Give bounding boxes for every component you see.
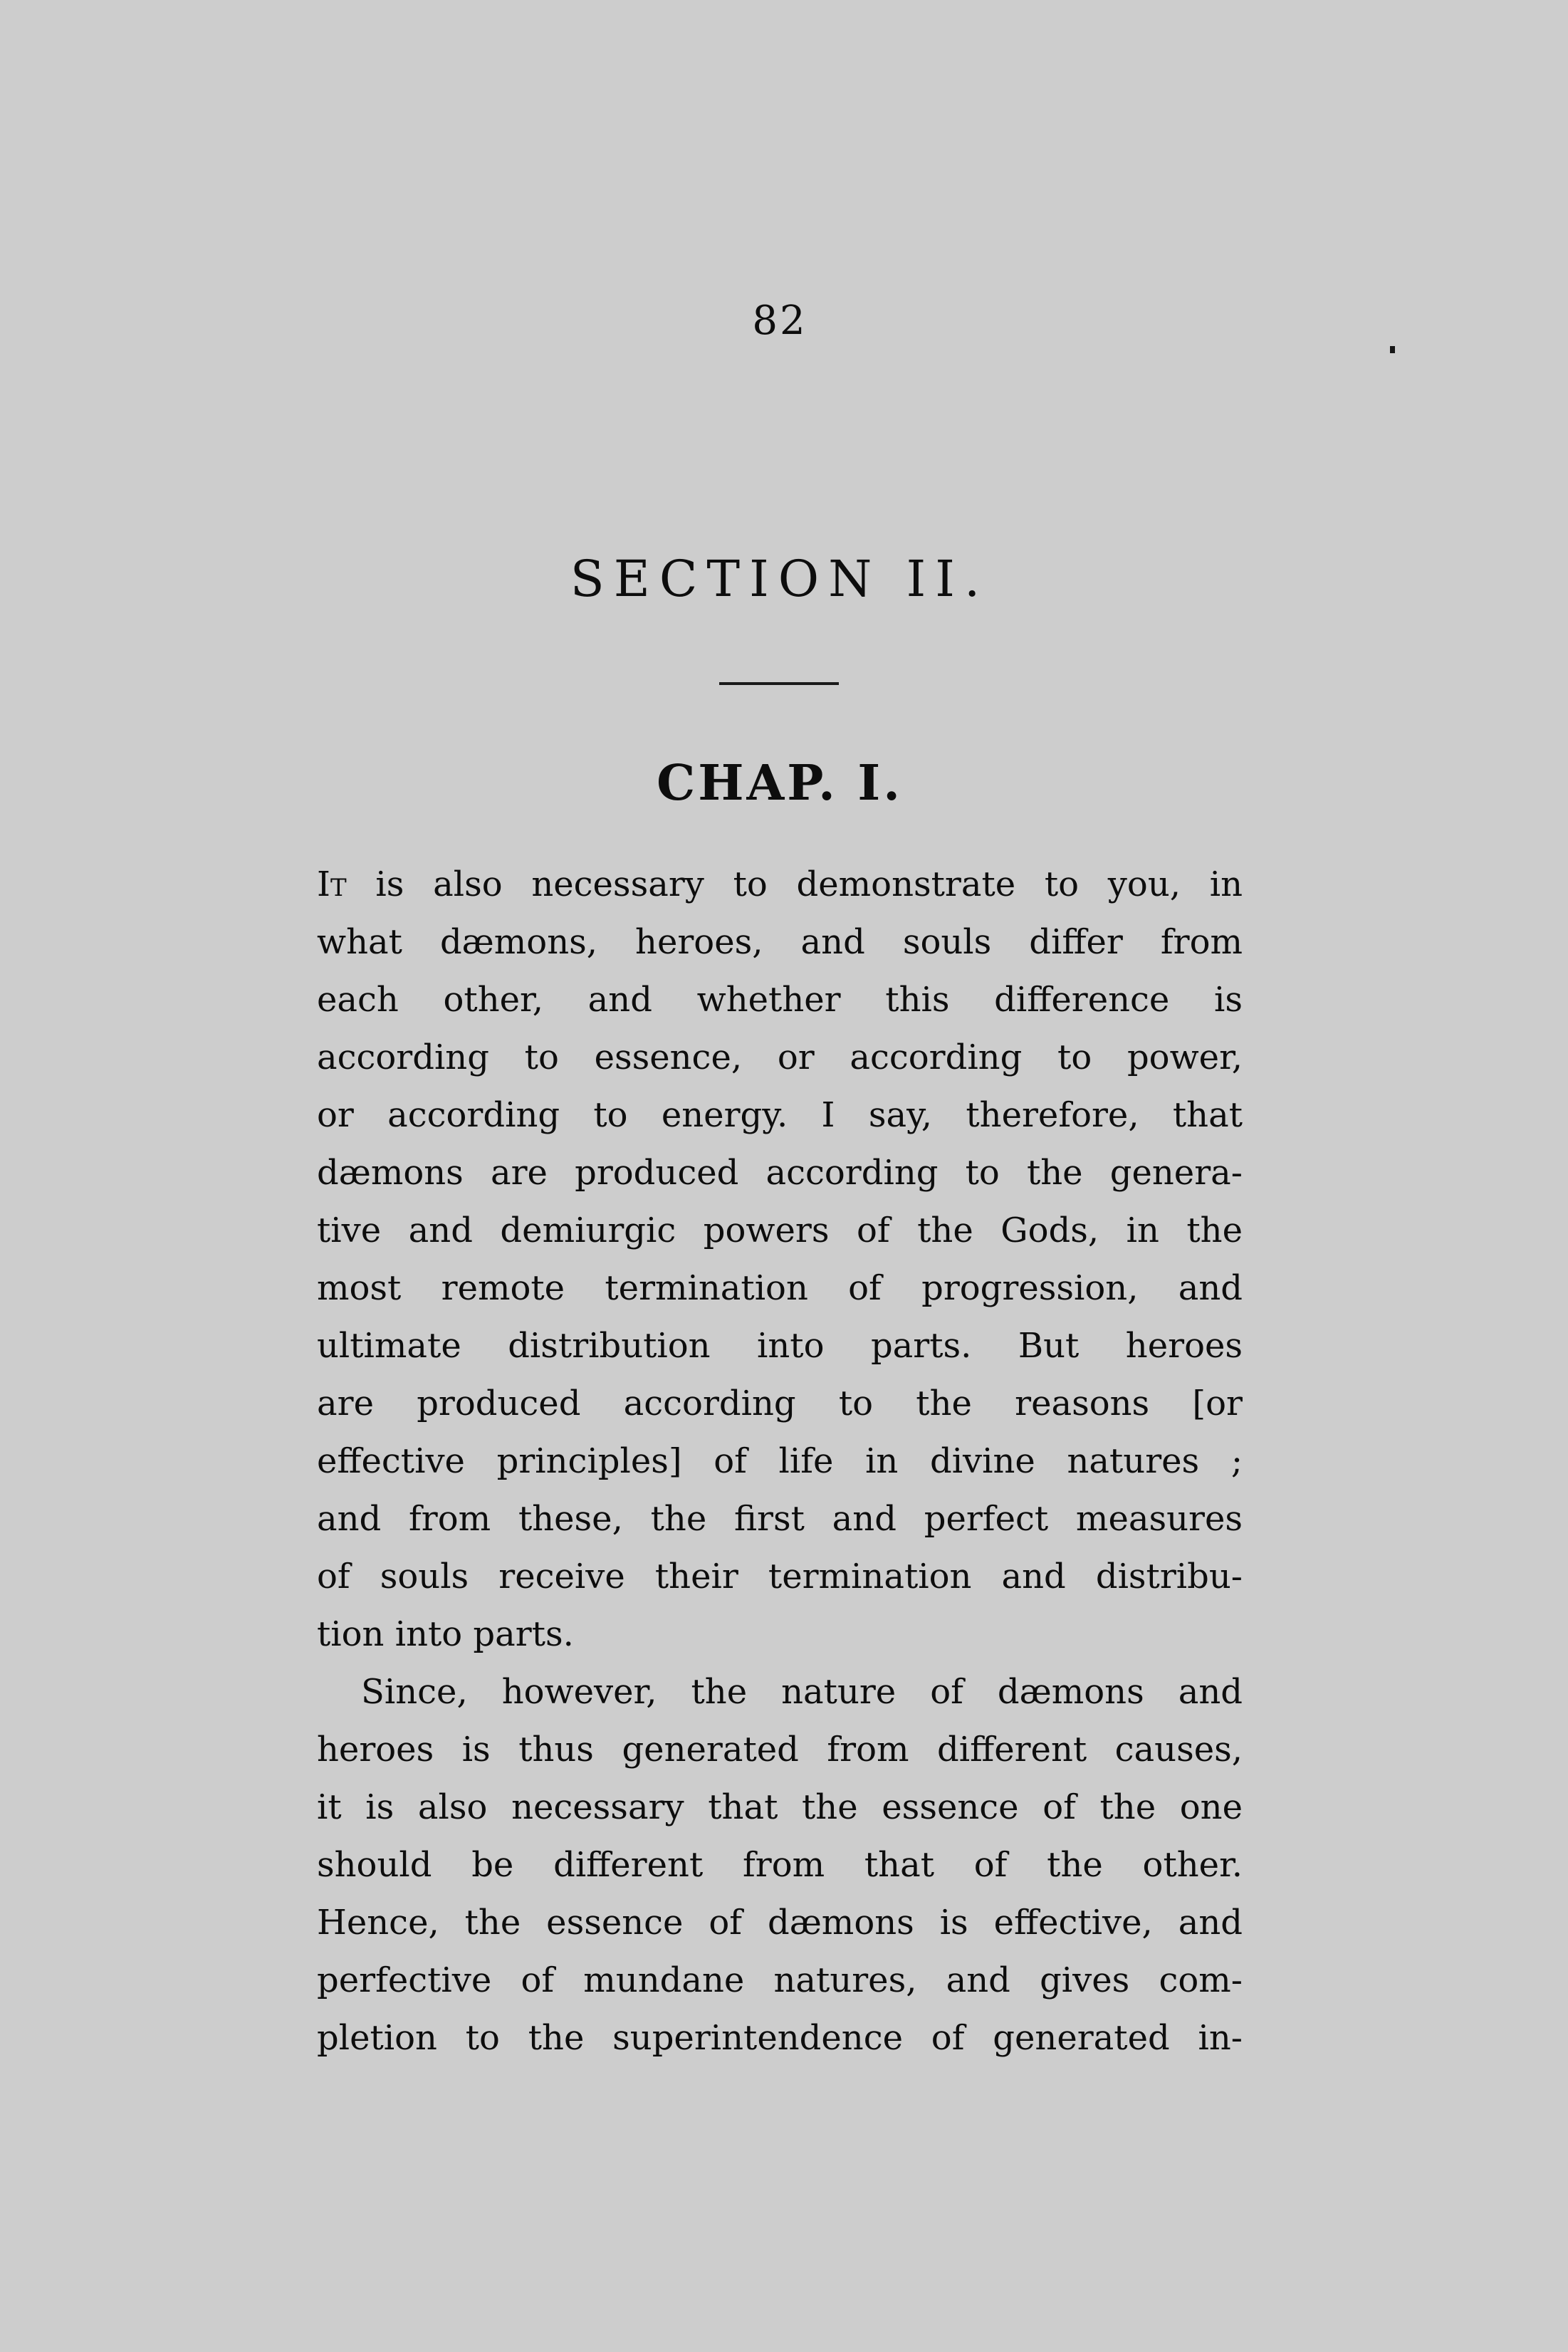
body-text-line: should be different from that of the other.	[317, 1845, 1243, 1885]
body-text-line: ultimate distribution into parts. But heroes	[317, 1326, 1243, 1366]
paragraph-2	[317, 1663, 1243, 2067]
section-heading: SECTION II.	[570, 550, 990, 608]
body-text-line: according to essence, or according to power,	[317, 1038, 1243, 1077]
page-number: 82	[752, 298, 807, 344]
smallcaps-lead: t	[330, 864, 347, 904]
body-text-line: Hence, the essence of dæmons is effective, and	[317, 1903, 1243, 1943]
body-text-line: tive and demiurgic powers of the Gods, in the	[317, 1211, 1243, 1250]
scan-speck-artifact	[1390, 346, 1395, 353]
body-text-line: it is also necessary that the essence of the one	[317, 1787, 1243, 1827]
body-text-line: dæmons are produced according to the genera-	[317, 1153, 1243, 1193]
body-text-line: are produced according to the reasons [or	[317, 1384, 1243, 1423]
chapter-heading: CHAP. I.	[657, 755, 903, 812]
body-text-line: tion into parts.	[317, 1614, 574, 1654]
body-text-line: or according to energy. I say, therefore, that	[317, 1095, 1243, 1135]
body-text-line: It is also necessary to demonstrate to you, in	[317, 864, 1243, 904]
body-text-line: effective principles] of life in divine natures ;	[317, 1441, 1243, 1481]
body-text-line: and from these, the first and perfect measures	[317, 1499, 1243, 1539]
body-text-line: pletion to the superintendence of generated in-	[317, 2018, 1243, 2058]
body-text-line: Since, however, the nature of dæmons and	[361, 1672, 1243, 1712]
paragraph-1	[317, 856, 1243, 1663]
section-divider-rule	[719, 682, 839, 685]
body-text-line: perfective of mundane natures, and gives com-	[317, 1960, 1243, 2000]
body-text-line: most remote termination of progression, and	[317, 1268, 1243, 1308]
body-text-line: each other, and whether this difference is	[317, 980, 1243, 1020]
body-text-line: what dæmons, heroes, and souls differ from	[317, 922, 1243, 962]
body-text	[317, 856, 1243, 2067]
body-text-line: heroes is thus generated from different causes,	[317, 1730, 1243, 1770]
body-text-line: of souls receive their termination and distribu-	[317, 1557, 1243, 1596]
